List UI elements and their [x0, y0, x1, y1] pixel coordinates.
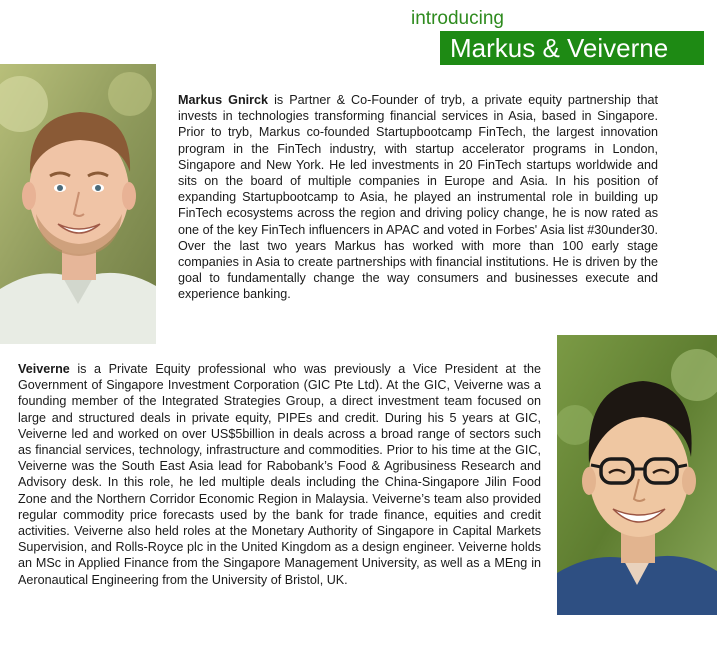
markus-bio-text: is Partner & Co-Founder of tryb, a private equity partnership that invests in technologies transforming financial services in Asia, based in Singapore. Prior to tryb, Markus co-founded Startupbootcamp FinTech, the largest innovation program in the FinTech industry, with startup accelerator programs in London, Singapore and New York. He led investments in 20 FinTech startups worldwide and sits on the board of multiple companies in Europe and Asia. In his position of expanding Startupbootcamp to Asia, he played an instrumental role in building up FinTech ecosystems across the region and driving policy change, he is now rated as one of the key FinTech influencers in APAC and voted in Forbes' Asia list #30under30. Over the last two years Markus has worked with more than 100 early stage companies in Asia to create partnerships with financial institutions. He is driven by the goal to fundamentally change the way consumers and businesses execute and experience banking. [178, 93, 658, 302]
page-title: Markus & Veiverne [440, 31, 704, 65]
markus-portrait-illustration [0, 64, 156, 344]
veiverne-bio-text: is a Private Equity professional who was previously a Vice President at the Government of Singapore Investment Corporation (GIC Pte Ltd). At the GIC, Veiverne was a founding member of the Integrated Strategies Group, a direct investment team focused on large and structured deals in private equity, PIPEs and credit. During his 5 years at GIC, Veiverne led and worked on over US$5billion in deals across a broad range of sectors such as financial services, technology, infrastructure and commodities. Prior to his time at the GIC, Veiverne was the South East Asia lead for Rabobank’s Food & Agribusiness Research and Advisory desk. In this role, he led multiple deals including the China-Singapore Jilin Food Zone and the Northern Corridor Economic Region in Malaysia. Veiverne’s team also provided regular commodity price forecasts used by the bank for trade finance, equities and credit activities. Veiverne also held roles at the Monetary Authority of Singapore in Capital Markets Supervision, and Rolls-Royce plc in the United Kingdom as a design engineer. Veiverne holds an MSc in Applied Finance from the Singapore Management University, as well as a MEng in Aeronautical Engineering from the University of Bristol, UK. [18, 362, 541, 587]
intro-label: introducing [411, 8, 504, 29]
veiverne-portrait-illustration [557, 335, 717, 615]
veiverne-portrait [557, 335, 717, 615]
markus-portrait [0, 64, 156, 344]
veiverne-bio [18, 361, 541, 588]
markus-bio [178, 92, 658, 303]
markus-name: Markus Gnirck [178, 93, 269, 107]
veiverne-name: Veiverne [18, 362, 70, 376]
